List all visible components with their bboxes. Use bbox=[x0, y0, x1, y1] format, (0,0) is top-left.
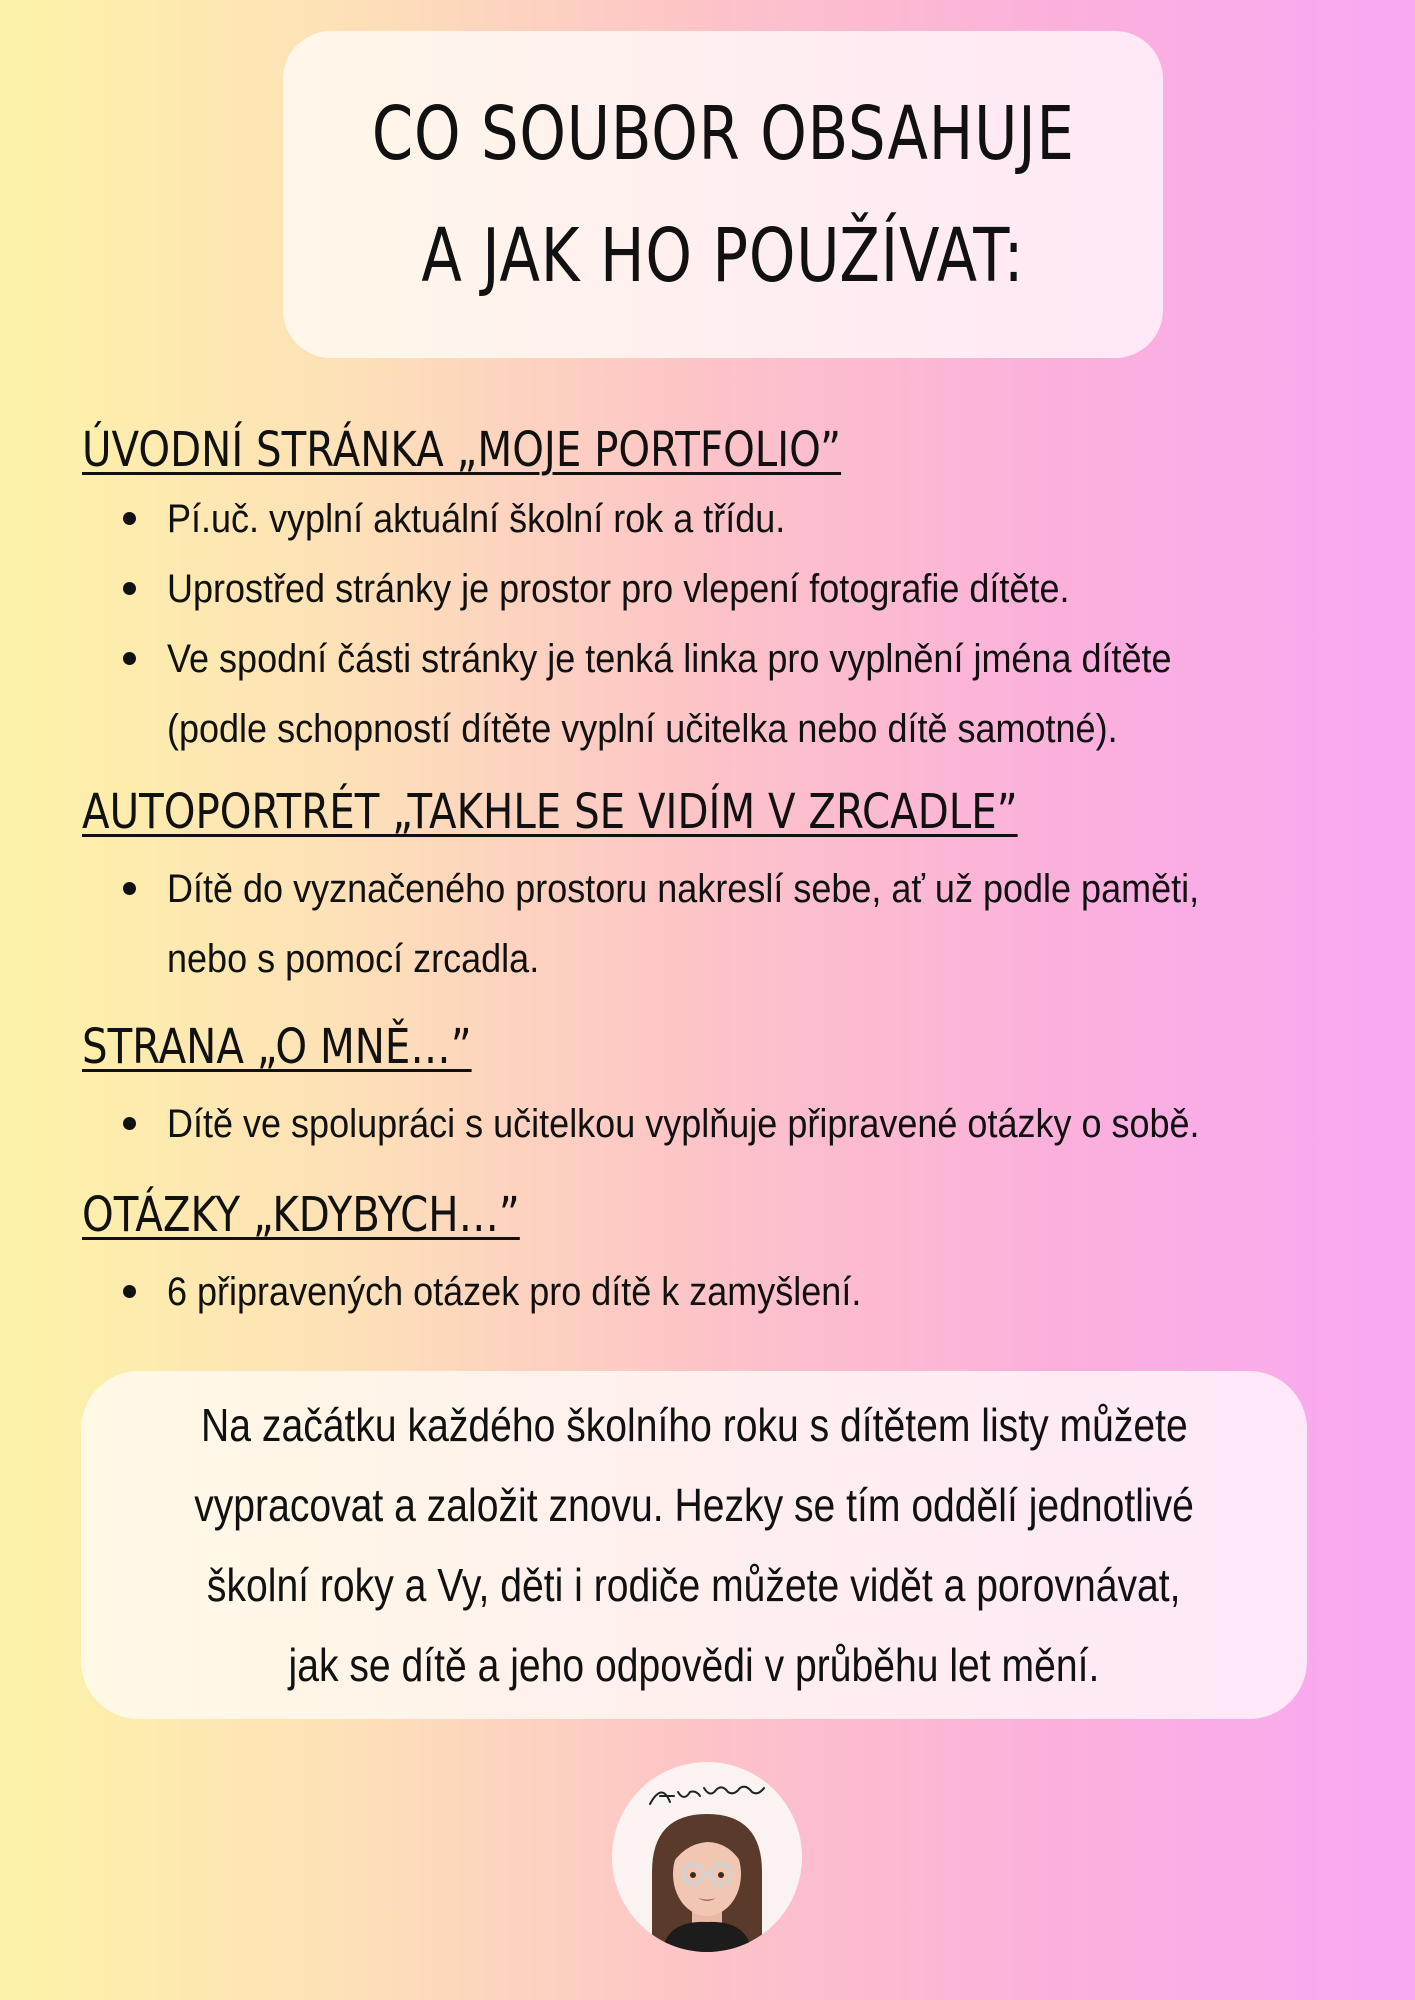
list-item: Pí.uč. vyplní aktuální školní rok a třídu. bbox=[82, 484, 1372, 554]
bullet-list bbox=[82, 484, 1372, 764]
list-item: Ve spodní části stránky je tenká linka pro vyplnění jména dítěte bbox=[82, 624, 1372, 694]
section-autoportret bbox=[82, 784, 1372, 994]
list-item: Uprostřed stránky je prostor pro vlepení fotografie dítěte. bbox=[82, 554, 1372, 624]
list-item: Dítě do vyznačeného prostoru nakreslí sebe, ať už podle paměti, bbox=[82, 854, 1372, 924]
list-item: 6 připravených otázek pro dítě k zamyšlení. bbox=[82, 1257, 1372, 1327]
section-heading: OTÁZKY „KDYBYCH…” bbox=[82, 1187, 520, 1243]
section-uvodni-stranka bbox=[82, 422, 1372, 764]
page-title-line-2: A JAK HO POUŽÍVAT: bbox=[421, 212, 1025, 299]
note-line: školní roky a Vy, děti i rodiče můžete vidět a porovnávat, bbox=[207, 1559, 1181, 1611]
bullet-icon bbox=[123, 1285, 136, 1298]
title-box bbox=[283, 31, 1163, 358]
list-item: Dítě ve spolupráci s učitelkou vyplňuje připravené otázky o sobě. bbox=[82, 1089, 1372, 1159]
bullet-icon bbox=[123, 882, 136, 895]
bullet-icon bbox=[123, 512, 136, 525]
page-title-line-1: CO SOUBOR OBSAHUJE bbox=[371, 90, 1075, 177]
section-heading: ÚVODNÍ STRÁNKA „MOJE PORTFOLIO” bbox=[82, 422, 842, 478]
bullet-list bbox=[82, 1089, 1372, 1159]
section-o-mne bbox=[82, 1019, 1372, 1159]
bullet-icon bbox=[123, 582, 136, 595]
list-item-continuation: nebo s pomocí zrcadla. bbox=[167, 937, 540, 981]
bullet-icon bbox=[123, 652, 136, 665]
note-line: Na začátku každého školního roku s dítětem listy můžete bbox=[200, 1399, 1188, 1451]
bullet-icon bbox=[123, 1117, 136, 1130]
bullet-list bbox=[82, 1257, 1372, 1327]
list-item-continuation: (podle schopností dítěte vyplní učitelka nebo dítě samotné). bbox=[167, 707, 1118, 751]
section-heading: STRANA „O MNĚ…” bbox=[82, 1019, 472, 1075]
section-heading: AUTOPORTRÉT „TAKHLE SE VIDÍM V ZRCADLE” bbox=[82, 784, 1018, 840]
section-kdybych bbox=[82, 1187, 1372, 1327]
note-line: jak se dítě a jeho odpovědi v průběhu let mění. bbox=[288, 1639, 1100, 1691]
author-avatar-logo bbox=[612, 1762, 802, 1952]
note-box bbox=[81, 1371, 1307, 1719]
avatar-illustration-icon bbox=[612, 1762, 802, 1952]
note-line: vypracovat a založit znovu. Hezky se tím oddělí jednotlivé bbox=[194, 1479, 1194, 1531]
bullet-list bbox=[82, 854, 1372, 994]
